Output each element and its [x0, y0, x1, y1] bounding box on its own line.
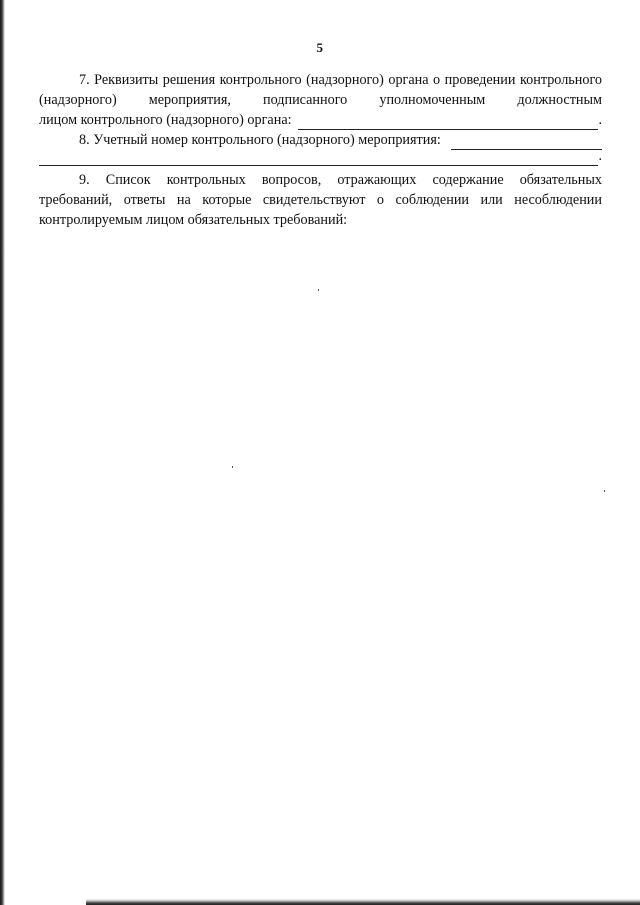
item-7-line1: 7. Реквизиты решения контрольного (надзорного) органа о проведении контрольного (надзорного) мероприятия, подписанного уполномоченным должностным	[39, 72, 602, 108]
item-8-field-label: 8. Учетный номер контрольного (надзорного) мероприятия:	[79, 132, 441, 148]
item-7-field	[39, 110, 602, 130]
scan-edge-left	[0, 0, 5, 905]
scan-speck	[232, 466, 233, 468]
scan-speck	[604, 490, 605, 492]
item-9-text: 9. Список контрольных вопросов, отражающих содержание обязательных требований, ответы на которые свидетельствуют о соблюдении или несоблюдении контролируемым лицом обязательных требований:	[39, 172, 602, 228]
scan-edge-bottom	[86, 899, 640, 905]
page-number: 5	[316, 40, 324, 55]
item-8-continuation	[39, 150, 602, 166]
scan-speck	[318, 289, 319, 291]
document-body	[39, 70, 602, 230]
item-8-blank-line[interactable]	[451, 136, 602, 150]
item-8-end-mark: .	[598, 148, 602, 164]
item-8-field	[39, 130, 602, 150]
item-7-end-mark: .	[598, 112, 602, 128]
item-7-field-label: лицом контрольного (надзорного) органа:	[39, 112, 292, 128]
item-7-text	[39, 70, 602, 110]
item-7-blank-line[interactable]	[298, 116, 599, 130]
item-8-blank-line-full[interactable]	[39, 152, 598, 166]
